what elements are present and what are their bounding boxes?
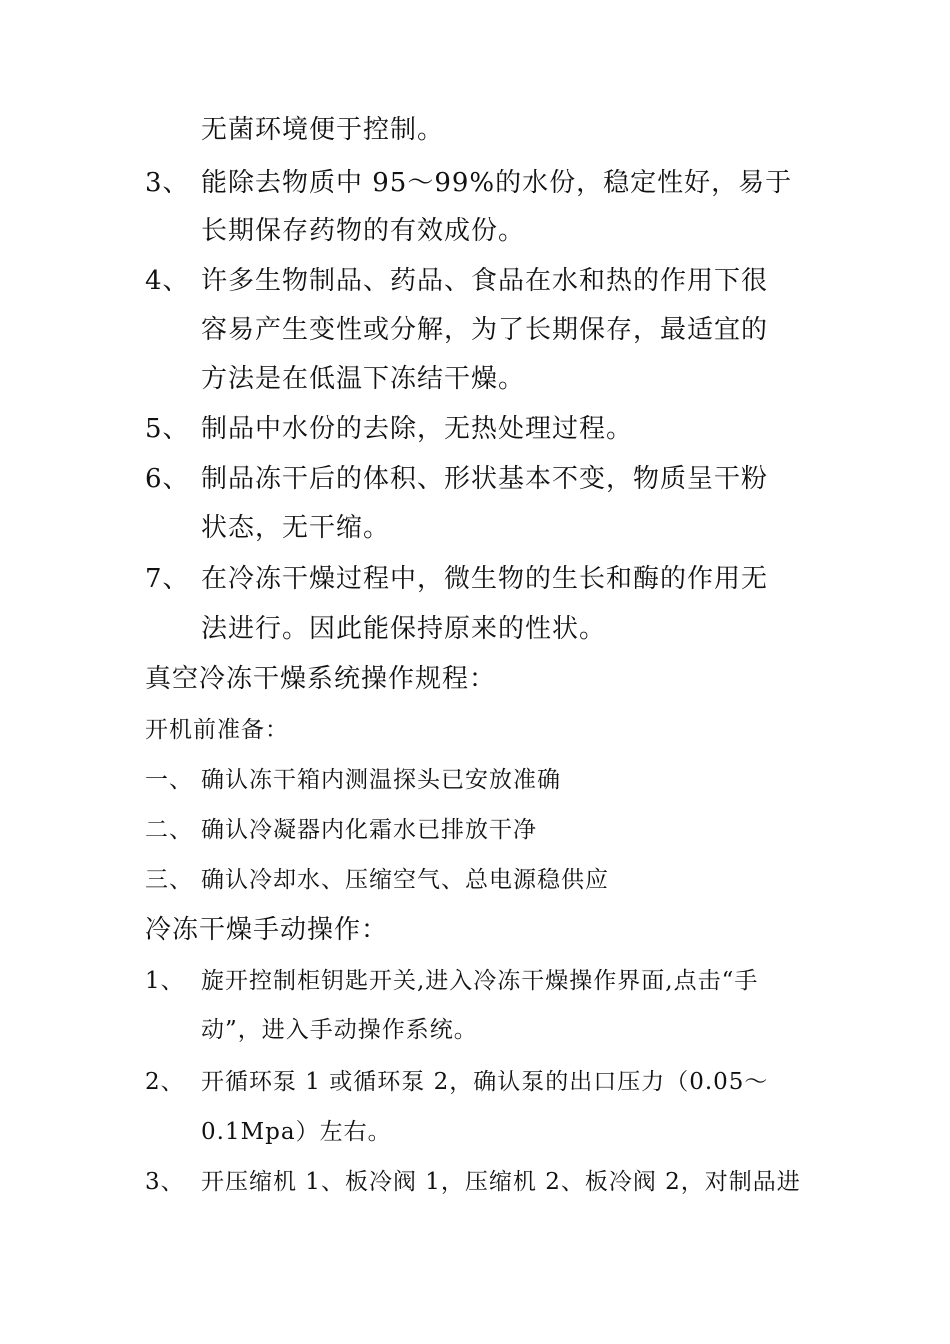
- item-6-number: 6、: [145, 464, 190, 494]
- item-5-line-1: 制品中水份的去除，无热处理过程。: [201, 414, 634, 444]
- manual-item-1-number: 1、: [145, 968, 185, 994]
- procedure-title: 真空冷冻干燥系统操作规程：: [145, 664, 497, 694]
- prep-heading: 开机前准备：: [145, 717, 289, 743]
- manual-item-2-number: 2、: [145, 1069, 185, 1095]
- prep-item-1-number: 一、: [145, 767, 193, 793]
- item-7-line-1: 在冷冻干燥过程中，微生物的生长和酶的作用无: [201, 564, 769, 594]
- item-5-number: 5、: [145, 414, 190, 444]
- item-3-number: 3、: [145, 168, 190, 198]
- prep-item-3-number: 三、: [145, 867, 193, 893]
- prep-item-2-text: 确认冷凝器内化霜水已排放干净: [201, 817, 537, 843]
- manual-item-3-number: 3、: [145, 1169, 185, 1195]
- item-4-number: 4、: [145, 266, 190, 296]
- prep-item-1-text: 确认冻干箱内测温探头已安放准确: [201, 767, 561, 793]
- prep-item-2-number: 二、: [145, 817, 193, 843]
- prep-item-3-text: 确认冷却水、压缩空气、总电源稳供应: [201, 867, 609, 893]
- item-7-number: 7、: [145, 564, 190, 594]
- item-2-continuation: 无菌环境便于控制。: [201, 115, 445, 145]
- item-4-line-2: 容易产生变性或分解，为了长期保存，最适宜的: [201, 315, 769, 345]
- manual-item-1-line-2: 动”，进入手动操作系统。: [201, 1017, 478, 1043]
- item-4-line-1: 许多生物制品、药品、食品在水和热的作用下很: [201, 266, 769, 296]
- manual-heading: 冷冻干燥手动操作：: [145, 915, 389, 945]
- manual-item-1-line-1: 旋开控制柜钥匙开关,进入冷冻干燥操作界面,点击“手: [201, 968, 759, 994]
- item-7-line-2: 法进行。因此能保持原来的性状。: [201, 614, 607, 644]
- item-6-line-1: 制品冻干后的体积、形状基本不变，物质呈干粉: [201, 464, 769, 494]
- item-6-line-2: 状态，无干缩。: [201, 513, 391, 543]
- manual-item-2-line-1: 开循环泵 1 或循环泵 2，确认泵的出口压力（0.05～: [201, 1069, 769, 1095]
- manual-item-3-line-1: 开压缩机 1、板冷阀 1，压缩机 2、板冷阀 2，对制品进: [201, 1169, 801, 1195]
- item-3-line-1: 能除去物质中 95～99%的水份，稳定性好，易于: [201, 168, 793, 198]
- item-3-line-2: 长期保存药物的有效成份。: [201, 216, 526, 246]
- manual-item-2-line-2: 0.1Mpa）左右。: [201, 1119, 392, 1145]
- item-4-line-3: 方法是在低温下冻结干燥。: [201, 364, 526, 394]
